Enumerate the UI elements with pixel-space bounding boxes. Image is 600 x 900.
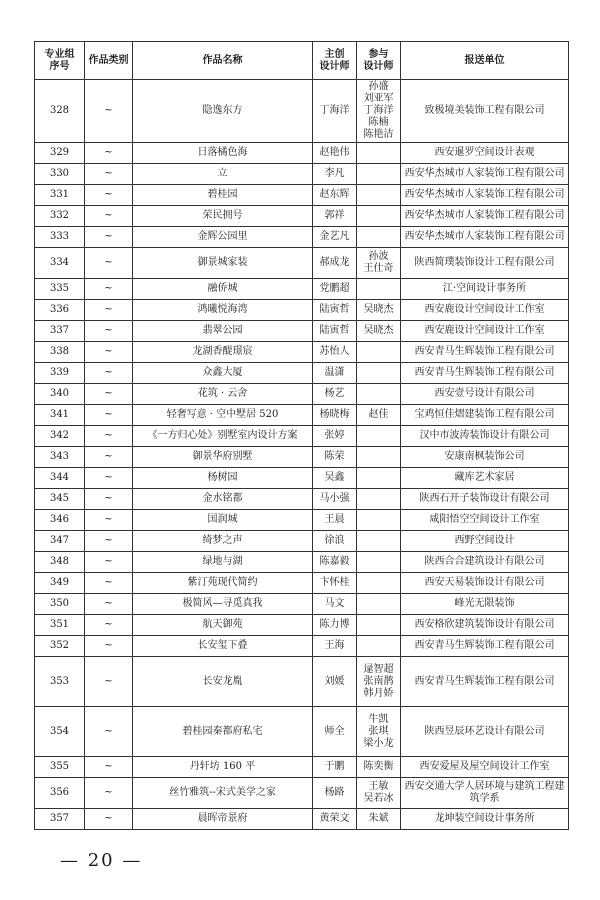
table-row [35, 300, 569, 321]
cell-lead: 郭祥 [313, 206, 357, 227]
header-unit: 报送单位 [401, 42, 569, 80]
cell-category: ~ [85, 594, 133, 615]
table-row [35, 615, 569, 636]
table-row [35, 363, 569, 384]
cell-participants [357, 573, 401, 594]
cell-work-name: 紫汀苑现代简约 [133, 573, 313, 594]
cell-seq: 351 [35, 615, 85, 636]
cell-lead: 陈嘉毅 [313, 552, 357, 573]
cell-category: ~ [85, 809, 133, 830]
participant-name: 吴若冰 [363, 793, 394, 804]
cell-lead: 杨艺 [313, 384, 357, 405]
cell-unit: 陕西石开子装饰设计有限公司 [401, 489, 569, 510]
cell-seq: 328 [35, 80, 85, 143]
cell-seq: 334 [35, 248, 85, 279]
cell-category: ~ [85, 707, 133, 757]
cell-lead: 温潇 [313, 363, 357, 384]
cell-lead: 党鹏超 [313, 279, 357, 300]
cell-category: ~ [85, 248, 133, 279]
cell-category: ~ [85, 552, 133, 573]
cell-seq: 336 [35, 300, 85, 321]
cell-participants [357, 164, 401, 185]
cell-category: ~ [85, 384, 133, 405]
cell-work-name: 丹轩坊 160 平 [133, 757, 313, 778]
cell-category: ~ [85, 143, 133, 164]
table-row [35, 468, 569, 489]
table-row [35, 594, 569, 615]
cell-work-name: 金辉公园里 [133, 227, 313, 248]
cell-unit: 西安鹿设计空间设计工作室 [401, 321, 569, 342]
cell-category: ~ [85, 531, 133, 552]
participant-name: 逯智超 [363, 663, 394, 675]
cell-participants [357, 510, 401, 531]
table-row [35, 657, 569, 707]
participant-name: 张南鹊 [363, 675, 394, 687]
table-row [35, 164, 569, 185]
cell-category: ~ [85, 206, 133, 227]
cell-participants [357, 468, 401, 489]
cell-participants [357, 447, 401, 468]
cell-category: ~ [85, 300, 133, 321]
table-row [35, 636, 569, 657]
participant-name: 赵佳 [368, 409, 389, 420]
cell-participants [357, 707, 401, 757]
cell-work-name: 鸿曦悦海湾 [133, 300, 313, 321]
cell-lead: 徐浪 [313, 531, 357, 552]
cell-participants [357, 363, 401, 384]
participant-name: 孙盛 [368, 81, 389, 92]
participant-name: 张琪 [368, 725, 389, 737]
cell-category: ~ [85, 405, 133, 426]
cell-lead: 杨晓梅 [313, 405, 357, 426]
cell-work-name: 融侨城 [133, 279, 313, 300]
participant-name: 王仕奇 [363, 263, 394, 274]
cell-seq: 335 [35, 279, 85, 300]
cell-lead: 张婷 [313, 426, 357, 447]
cell-lead: 郝成龙 [313, 248, 357, 279]
table-row [35, 531, 569, 552]
participant-name: 牛凯 [368, 713, 389, 725]
cell-participants [357, 279, 401, 300]
cell-participants [357, 405, 401, 426]
cell-seq: 344 [35, 468, 85, 489]
cell-category: ~ [85, 468, 133, 489]
cell-participants [357, 185, 401, 206]
cell-unit: 西安青马生辉装饰工程有限公司 [401, 363, 569, 384]
participant-name: 孙波 [368, 251, 389, 262]
cell-seq: 347 [35, 531, 85, 552]
cell-participants [357, 426, 401, 447]
cell-work-name: 荣民拥号 [133, 206, 313, 227]
cell-lead: 陆寅哲 [313, 321, 357, 342]
cell-unit: 西安青马生辉装饰工程有限公司 [401, 657, 569, 707]
cell-participants [357, 552, 401, 573]
cell-work-name: 轻奢写意 · 空中墅居 520 [133, 405, 313, 426]
cell-participants [357, 657, 401, 707]
cell-category: ~ [85, 342, 133, 363]
cell-work-name: 御景华府别墅 [133, 447, 313, 468]
cell-seq: 329 [35, 143, 85, 164]
cell-participants [357, 778, 401, 809]
table-header-row [35, 42, 569, 80]
cell-unit: 致极境美装饰工程有限公司 [401, 80, 569, 143]
cell-lead: 李凡 [313, 164, 357, 185]
table-row [35, 342, 569, 363]
cell-work-name: 翡翠公园 [133, 321, 313, 342]
cell-category: ~ [85, 510, 133, 531]
table-row [35, 185, 569, 206]
table-row [35, 321, 569, 342]
cell-unit: 西安鹿设计空间设计工作室 [401, 300, 569, 321]
header-seq: 专业组 序号 [35, 42, 85, 80]
cell-work-name: 《一方归心处》别墅室内设计方案 [133, 426, 313, 447]
cell-unit: 咸阳悟空空间设计工作室 [401, 510, 569, 531]
table-row [35, 573, 569, 594]
cell-category: ~ [85, 778, 133, 809]
cell-unit: 峰光无限装饰 [401, 594, 569, 615]
cell-seq: 357 [35, 809, 85, 830]
participant-name: 王敏 [368, 781, 389, 792]
cell-participants [357, 342, 401, 363]
cell-participants [357, 300, 401, 321]
cell-work-name: 晨晖帝景府 [133, 809, 313, 830]
cell-seq: 348 [35, 552, 85, 573]
cell-lead: 黄荣文 [313, 809, 357, 830]
cell-unit: 西安壹号设计有限公司 [401, 384, 569, 405]
cell-lead: 杨路 [313, 778, 357, 809]
participant-name: 朱斌 [368, 813, 389, 824]
cell-work-name: 金水铭都 [133, 489, 313, 510]
header-lead: 主创 设计师 [313, 42, 357, 80]
cell-work-name: 绮梦之声 [133, 531, 313, 552]
cell-lead: 刘媛 [313, 657, 357, 707]
cell-category: ~ [85, 489, 133, 510]
cell-participants [357, 757, 401, 778]
cell-category: ~ [85, 321, 133, 342]
cell-lead: 赵艳伟 [313, 143, 357, 164]
cell-unit: 西安天易装饰设计有限公司 [401, 573, 569, 594]
cell-lead: 师全 [313, 707, 357, 757]
cell-work-name: 丝竹雅筑--宋式美学之家 [133, 778, 313, 809]
cell-work-name: 日落橘色海 [133, 143, 313, 164]
cell-seq: 352 [35, 636, 85, 657]
cell-unit: 陕西昱辰环艺设计有限公司 [401, 707, 569, 757]
cell-unit: 安康南枫装饰公司 [401, 447, 569, 468]
table-row [35, 227, 569, 248]
cell-seq: 333 [35, 227, 85, 248]
cell-seq: 345 [35, 489, 85, 510]
cell-unit: 西安华杰城市人家装饰工程有限公司 [401, 185, 569, 206]
cell-lead: 陆寅哲 [313, 300, 357, 321]
cell-category: ~ [85, 426, 133, 447]
cell-unit: 龙坤装空间设计事务所 [401, 809, 569, 830]
participant-name: 韩月娇 [363, 687, 394, 699]
cell-work-name: 众鑫大厦 [133, 363, 313, 384]
header-work-name: 作品名称 [133, 42, 313, 80]
cell-unit: 西安华杰城市人家装饰工程有限公司 [401, 164, 569, 185]
cell-participants [357, 636, 401, 657]
cell-seq: 350 [35, 594, 85, 615]
cell-seq: 342 [35, 426, 85, 447]
cell-category: ~ [85, 636, 133, 657]
cell-lead: 于鹏 [313, 757, 357, 778]
participant-name: 吴晓杰 [363, 325, 394, 336]
cell-seq: 341 [35, 405, 85, 426]
cell-lead: 卞怀桂 [313, 573, 357, 594]
cell-participants [357, 227, 401, 248]
cell-lead: 马小强 [313, 489, 357, 510]
cell-unit: 西安爱屋及屋空间设计工作室 [401, 757, 569, 778]
cell-lead: 金艺凡 [313, 227, 357, 248]
cell-lead: 王晨 [313, 510, 357, 531]
cell-seq: 355 [35, 757, 85, 778]
cell-participants [357, 384, 401, 405]
cell-unit: 陕西合合建筑设计有限公司 [401, 552, 569, 573]
cell-participants [357, 594, 401, 615]
page-number: — 20 — [60, 850, 143, 871]
cell-seq: 354 [35, 707, 85, 757]
table-row [35, 552, 569, 573]
cell-category: ~ [85, 227, 133, 248]
cell-seq: 331 [35, 185, 85, 206]
cell-work-name: 国润城 [133, 510, 313, 531]
table-row [35, 707, 569, 757]
cell-participants [357, 531, 401, 552]
cell-work-name: 极简风—寻觅真我 [133, 594, 313, 615]
table-row [35, 143, 569, 164]
cell-participants [357, 615, 401, 636]
cell-work-name: 隐逸东方 [133, 80, 313, 143]
table-body [35, 80, 569, 830]
cell-participants [357, 80, 401, 143]
participant-name: 梁小龙 [363, 737, 394, 749]
cell-seq: 330 [35, 164, 85, 185]
cell-work-name: 长安玺下叠 [133, 636, 313, 657]
table-row [35, 778, 569, 809]
cell-seq: 337 [35, 321, 85, 342]
header-category: 作品类别 [85, 42, 133, 80]
cell-work-name: 长安龙胤 [133, 657, 313, 707]
table-row [35, 426, 569, 447]
cell-seq: 332 [35, 206, 85, 227]
cell-work-name: 绿地与湖 [133, 552, 313, 573]
cell-seq: 340 [35, 384, 85, 405]
cell-work-name: 碧桂园 [133, 185, 313, 206]
cell-seq: 343 [35, 447, 85, 468]
table-row [35, 447, 569, 468]
cell-work-name: 航天御苑 [133, 615, 313, 636]
cell-lead: 赵东辉 [313, 185, 357, 206]
cell-participants [357, 809, 401, 830]
cell-category: ~ [85, 279, 133, 300]
table-row [35, 757, 569, 778]
cell-lead: 苏怡人 [313, 342, 357, 363]
cell-unit: 西安青马生辉装饰工程有限公司 [401, 636, 569, 657]
cell-work-name: 花筑 · 云舍 [133, 384, 313, 405]
participant-name: 吴晓杰 [363, 304, 394, 315]
cell-lead: 马文 [313, 594, 357, 615]
cell-unit: 藏库艺术家居 [401, 468, 569, 489]
cell-category: ~ [85, 164, 133, 185]
cell-participants [357, 489, 401, 510]
table-row [35, 510, 569, 531]
header-participants: 参与 设计师 [357, 42, 401, 80]
cell-seq: 339 [35, 363, 85, 384]
cell-category: ~ [85, 447, 133, 468]
participant-name: 陈艳洁 [363, 129, 394, 140]
table-row [35, 279, 569, 300]
cell-seq: 356 [35, 778, 85, 809]
participant-name: 丁海洋 [363, 105, 394, 116]
cell-participants [357, 143, 401, 164]
cell-lead: 吴鑫 [313, 468, 357, 489]
cell-category: ~ [85, 185, 133, 206]
cell-unit: 陕西简璞装饰设计工程有限公司 [401, 248, 569, 279]
cell-category: ~ [85, 363, 133, 384]
cell-unit: 江·空间设计事务所 [401, 279, 569, 300]
cell-participants [357, 206, 401, 227]
cell-lead: 陈力博 [313, 615, 357, 636]
cell-unit: 汉中市波涛装饰设计有限公司 [401, 426, 569, 447]
cell-seq: 346 [35, 510, 85, 531]
cell-unit: 西安华杰城市人家装饰工程有限公司 [401, 227, 569, 248]
cell-category: ~ [85, 757, 133, 778]
cell-unit: 西安格欣建筑装饰设计有限公司 [401, 615, 569, 636]
cell-unit: 西安暹罗空间设计表观 [401, 143, 569, 164]
cell-work-name: 龙湖香醍璟宸 [133, 342, 313, 363]
table-row [35, 206, 569, 227]
participant-name: 陈楠 [368, 117, 389, 128]
participant-name: 刘亚军 [363, 93, 394, 104]
cell-seq: 338 [35, 342, 85, 363]
cell-lead: 丁海洋 [313, 80, 357, 143]
cell-category: ~ [85, 80, 133, 143]
table-row [35, 384, 569, 405]
cell-work-name: 御景城家装 [133, 248, 313, 279]
cell-category: ~ [85, 657, 133, 707]
cell-participants [357, 248, 401, 279]
cell-lead: 王海 [313, 636, 357, 657]
table-row [35, 809, 569, 830]
table-row [35, 405, 569, 426]
works-table [34, 41, 569, 830]
cell-participants [357, 321, 401, 342]
table-row [35, 248, 569, 279]
table-row [35, 80, 569, 143]
cell-unit: 西野空间设计 [401, 531, 569, 552]
cell-work-name: 碧桂园秦都府私宅 [133, 707, 313, 757]
cell-unit: 西安青马生辉装饰工程有限公司 [401, 342, 569, 363]
cell-unit: 宝鸡恒佳熠建装饰工程有限公司 [401, 405, 569, 426]
participant-name: 陈奕衡 [363, 761, 394, 772]
cell-unit: 西安交通大学人居环境与建筑工程建筑学系 [401, 778, 569, 809]
cell-lead: 陈荣 [313, 447, 357, 468]
cell-seq: 353 [35, 657, 85, 707]
cell-work-name: 杨树园 [133, 468, 313, 489]
cell-work-name: 立 [133, 164, 313, 185]
table-row [35, 489, 569, 510]
cell-category: ~ [85, 615, 133, 636]
cell-seq: 349 [35, 573, 85, 594]
cell-unit: 西安华杰城市人家装饰工程有限公司 [401, 206, 569, 227]
cell-category: ~ [85, 573, 133, 594]
